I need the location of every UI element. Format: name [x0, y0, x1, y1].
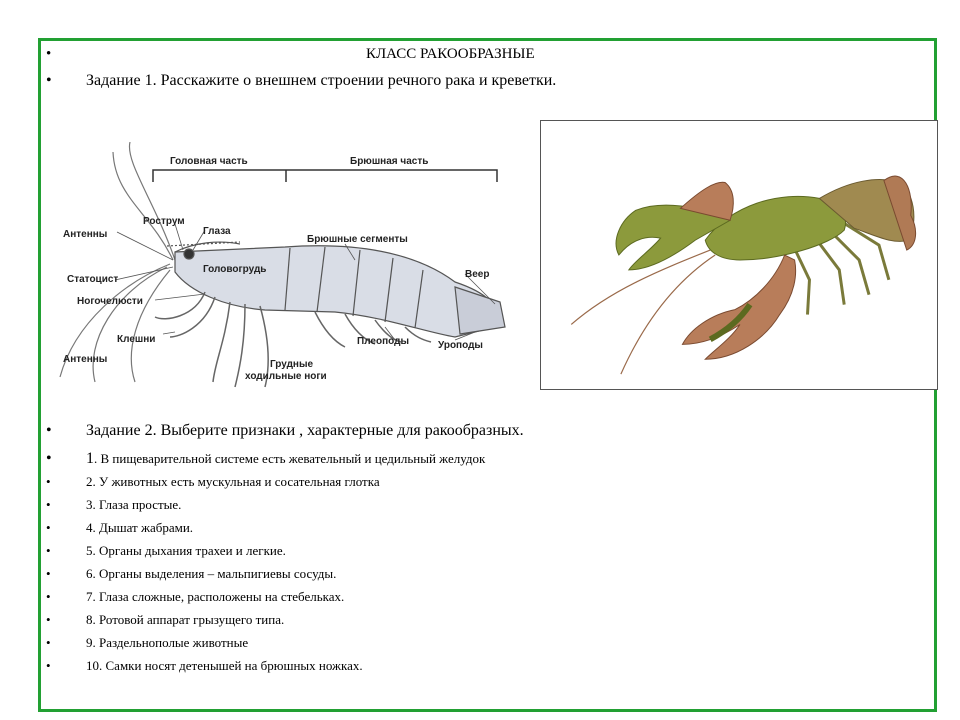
list-item-text: 6. Органы выделения – мальпигиевы сосуды. [86, 566, 337, 581]
label-cephalothorax: Головогрудь [203, 264, 267, 275]
list-item-rest: . В пищеварительной системе есть жевательный и цедильный желудок [94, 451, 486, 466]
bullet: • [46, 46, 52, 62]
slide-title: КЛАСС РАКООБРАЗНЫЕ [366, 46, 535, 62]
label-rostrum: Рострум [143, 216, 185, 227]
task2-text: Задание 2. Выберите признаки , характерные для ракообразных. [86, 422, 524, 439]
label-antennae-top: Антенны [63, 229, 108, 240]
task1-text: Задание 1. Расскажите о внешнем строении речного рака и креветки. [86, 72, 557, 89]
label-walking-legs-2: ходильные ноги [245, 371, 327, 382]
list-item-text: 10. Самки носят детенышей на брюшных ножках. [86, 658, 363, 673]
crayfish-upper-claw [616, 182, 733, 270]
bullet: • [46, 72, 52, 89]
label-fan: Веер [465, 269, 490, 280]
list-item-text: 7. Глаза сложные, расположены на стебельках. [86, 589, 345, 604]
list-item-text: 8. Ротовой аппарат грызущего типа. [86, 612, 285, 627]
list-item-text: 4. Дышат жабрами. [86, 520, 194, 535]
bullet: • [46, 520, 51, 535]
crayfish-image [540, 120, 938, 390]
antennae-lines [60, 142, 175, 382]
label-maxillipeds: Ногочелюсти [77, 296, 143, 307]
bullet: • [46, 450, 52, 467]
label-head-part: Головная часть [170, 156, 248, 167]
bullet: • [46, 635, 51, 650]
label-abdomen-part: Брюшная часть [350, 156, 429, 167]
label-claws: Клешни [117, 334, 156, 345]
crayfish-body [705, 176, 915, 260]
label-pleopods: Плеоподы [357, 336, 409, 347]
list-item-text: 3. Глаза простые. [86, 497, 182, 512]
list-item-text: 2. У животных есть мускульная и сосательная глотка [86, 474, 380, 489]
bullet: • [46, 612, 51, 627]
label-walking-legs-1: Грудные [270, 359, 314, 370]
list-item-number: 1 [86, 450, 94, 467]
list-item-text: 9. Раздельнополые животные [86, 635, 249, 650]
bullet: • [46, 566, 51, 581]
header-bracket [153, 170, 497, 182]
bullet: • [46, 589, 51, 604]
label-statocyst: Статоцист [67, 274, 119, 285]
shrimp-diagram [55, 142, 515, 392]
bullet: • [46, 543, 51, 558]
bullet: • [46, 658, 51, 673]
crayfish-lower-claw [682, 255, 795, 359]
label-eyes: Глаза [203, 226, 231, 237]
shrimp-body [167, 242, 505, 337]
list-item-text: 5. Органы дыхания трахеи и легкие. [86, 543, 286, 558]
label-antennae-bottom: Антенны [63, 354, 108, 365]
bullet: • [46, 497, 51, 512]
bullet: • [46, 474, 51, 489]
label-abdominal-segments: Брюшные сегменты [307, 234, 408, 245]
crayfish-antennae [571, 250, 715, 374]
bullet: • [46, 422, 52, 439]
list-item-text [86, 450, 485, 468]
label-uropods: Уроподы [438, 340, 483, 351]
